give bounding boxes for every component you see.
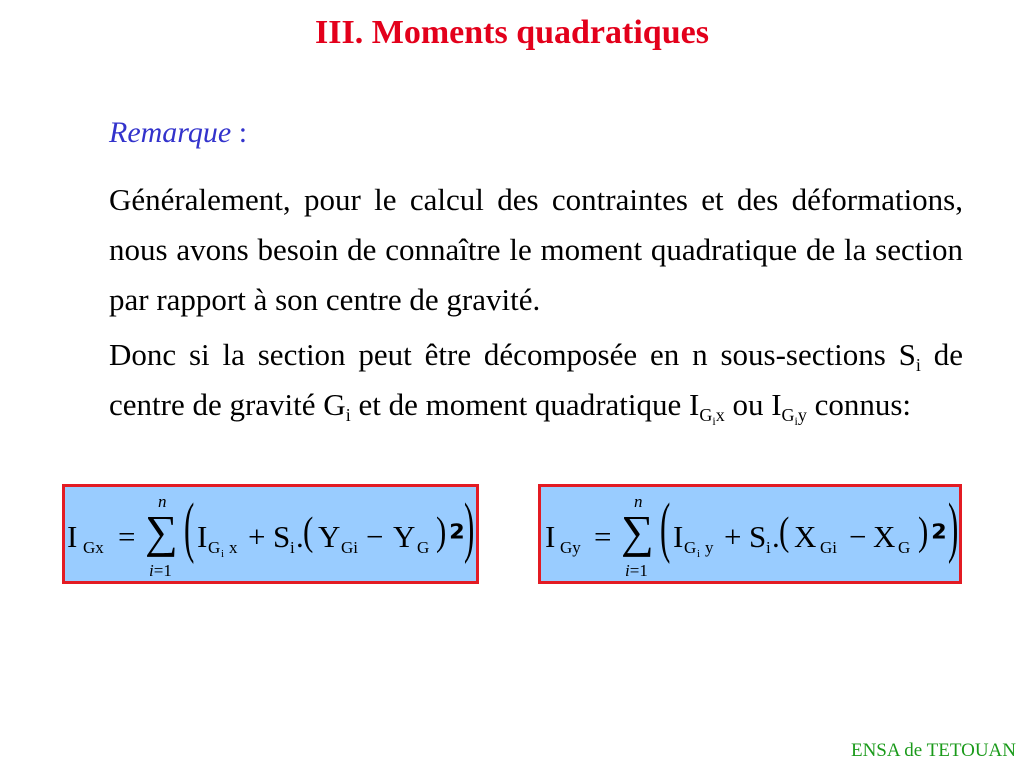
summation-upper-limit: n	[634, 492, 643, 511]
distance-var1: X	[794, 519, 817, 554]
open-paren-inner: (	[303, 508, 314, 554]
square-exponent: ²	[449, 518, 465, 559]
term-moment-subscript-g: G	[208, 538, 221, 557]
subscript-i: i	[794, 414, 798, 428]
subscript-axis-x: x	[715, 405, 725, 425]
term-moment-subscript-g: G	[684, 538, 697, 557]
paragraph-decomposition	[109, 330, 963, 430]
paragraph-text: de centre de gravité G	[109, 337, 963, 422]
square-exponent: ²	[931, 518, 947, 559]
distance-var2-subscript: G	[898, 538, 911, 557]
distance-var1-subscript: Gi	[820, 538, 837, 557]
term-moment-symbol: I	[197, 519, 208, 554]
summation-sign: ∑	[145, 506, 178, 557]
subscript-gix	[699, 405, 725, 428]
multiply-dot: .	[772, 519, 780, 554]
formula-lhs-symbol: I	[67, 519, 78, 554]
formula-box-igy	[538, 484, 962, 584]
summation-index: i	[625, 561, 630, 580]
slide-title: III. Moments quadratiques	[315, 14, 709, 51]
summation-index: i	[149, 561, 154, 580]
term-moment-subscript-axis: x	[229, 538, 238, 557]
open-paren-inner: (	[779, 508, 790, 554]
close-paren-inner: )	[436, 508, 447, 554]
plus-sign: +	[248, 519, 266, 554]
area-subscript: i	[290, 538, 295, 557]
formula-box-igx	[62, 484, 479, 584]
summation-lower-limit	[149, 562, 172, 579]
summation-sign: ∑	[621, 506, 654, 557]
plus-sign: +	[724, 519, 742, 554]
summation-start: =1	[153, 561, 172, 580]
equals-sign: =	[594, 519, 612, 554]
subscript-axis-y: y	[797, 405, 807, 425]
area-symbol: S	[273, 519, 291, 554]
minus-sign: −	[366, 519, 384, 554]
formula-lhs-subscript: Gx	[83, 538, 104, 557]
open-paren-outer: (	[184, 488, 195, 565]
distance-var2: X	[873, 519, 896, 554]
close-paren-outer: )	[948, 488, 959, 565]
subscript-g: G	[699, 405, 713, 425]
equals-sign: =	[118, 519, 136, 554]
distance-var1-subscript: Gi	[341, 538, 358, 557]
subscript-i: i	[915, 355, 921, 375]
remark-heading	[109, 115, 247, 151]
subscript-i: i	[345, 405, 351, 425]
subscript-g: G	[781, 405, 795, 425]
subscript-i: i	[712, 414, 716, 428]
area-symbol: S	[749, 519, 767, 554]
minus-sign: −	[849, 519, 867, 554]
summation-upper-limit: n	[158, 492, 167, 511]
paragraph-text: Donc si la section peut être décomposée en n sous-sections S	[109, 337, 916, 372]
distance-var2-subscript: G	[417, 538, 430, 557]
subscript-giy	[781, 405, 807, 428]
formula-lhs-subscript: Gy	[560, 538, 581, 557]
multiply-dot: .	[296, 519, 304, 554]
term-moment-symbol: I	[673, 519, 684, 554]
paragraph-text: et de moment quadratique I	[350, 387, 700, 422]
open-paren-outer: (	[660, 488, 671, 565]
distance-var2: Y	[393, 519, 416, 554]
formula-lhs-symbol: I	[545, 519, 556, 554]
area-subscript: i	[766, 538, 771, 557]
summation-lower-limit	[625, 562, 648, 579]
term-moment-subscript-axis: y	[705, 538, 714, 557]
remark-colon: :	[231, 116, 248, 149]
paragraph-general: Généralement, pour le calcul des contraintes et des déformations, nous avons besoin de connaître le moment quadratique de la section par rapport à son centre de gravité.	[109, 182, 963, 317]
paragraph-text: ou I	[724, 387, 782, 422]
summation-start: =1	[629, 561, 648, 580]
footer-institution: ENSA de TETOUAN	[850, 740, 1016, 761]
term-moment-subscript-i: i	[221, 548, 225, 560]
close-paren-outer: )	[464, 488, 475, 565]
remark-label: Remarque	[109, 116, 232, 149]
paragraph-text: connus:	[806, 387, 912, 422]
close-paren-inner: )	[918, 508, 929, 554]
term-moment-subscript-i: i	[697, 548, 701, 560]
distance-var1: Y	[318, 519, 341, 554]
